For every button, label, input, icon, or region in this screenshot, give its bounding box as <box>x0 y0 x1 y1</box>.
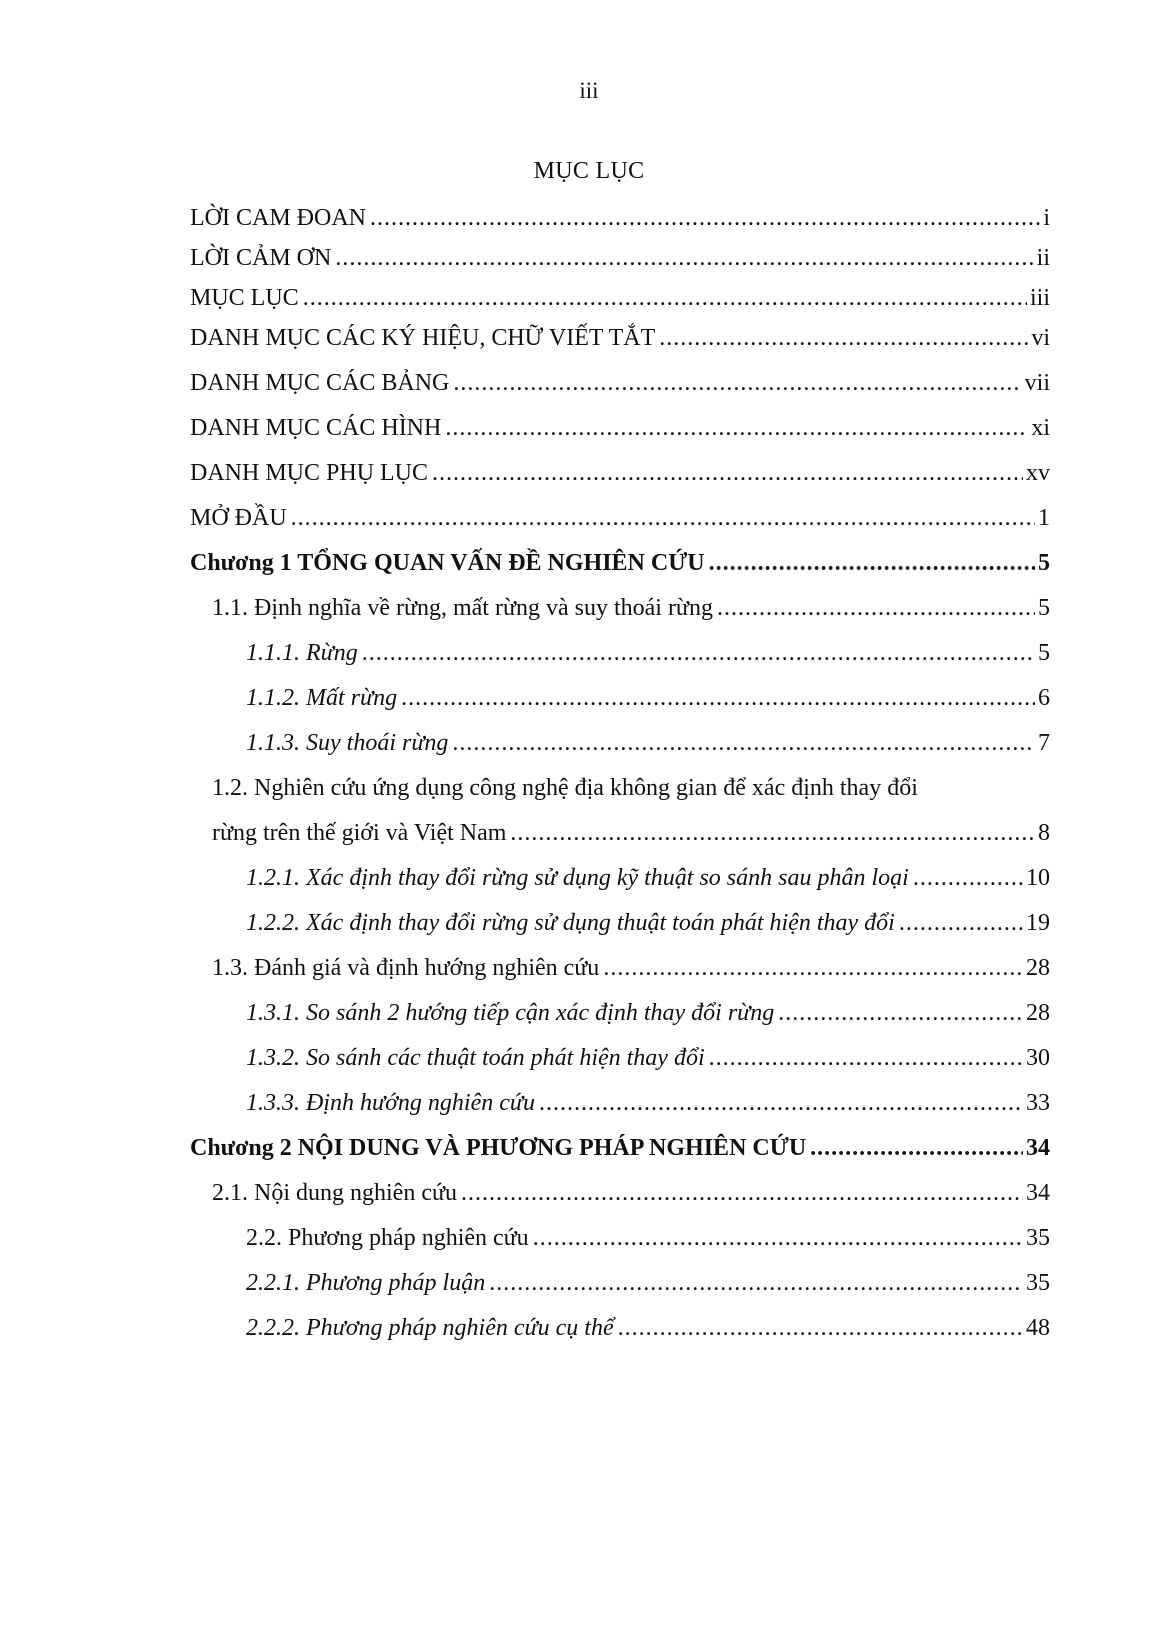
toc-entry-1-3-2[interactable] <box>246 1038 1050 1078</box>
toc-entry-page: vi <box>1031 325 1050 351</box>
dot-leader <box>453 363 1021 403</box>
toc-entry-label: MỞ ĐẦU <box>190 505 287 531</box>
toc-entry-1-2-continuation[interactable] <box>212 813 1050 853</box>
toc-entry-2-2[interactable] <box>246 1218 1050 1258</box>
dot-leader <box>913 858 1023 898</box>
toc-entry-1-3[interactable] <box>212 948 1050 988</box>
toc-entry-1-1-2[interactable] <box>246 678 1050 718</box>
toc-entry-label: DANH MỤC PHỤ LỤC <box>190 460 429 486</box>
toc-entry-page: i <box>1043 205 1050 231</box>
toc-entry-page: 7 <box>1038 730 1050 756</box>
toc-entry-1-2-1[interactable] <box>246 858 1050 898</box>
dot-leader <box>899 903 1023 943</box>
toc-entry-page: 28 <box>1026 1000 1050 1026</box>
toc-entry-label: 1.2.2. Xác định thay đổi rừng sử dụng thuật toán phát hiện thay đổi <box>246 910 895 936</box>
dot-leader <box>303 278 1027 318</box>
toc-entry-page: 8 <box>1038 820 1050 846</box>
toc-entry-1-1-3[interactable] <box>246 723 1050 763</box>
toc-entry-label: Chương 1 TỔNG QUAN VẤN ĐỀ NGHIÊN CỨU <box>190 550 705 576</box>
toc-entry-1-3-3[interactable] <box>246 1083 1050 1123</box>
toc-entry-label: 1.2.1. Xác định thay đổi rừng sử dụng kỹ thuật so sánh sau phân loại <box>246 865 909 891</box>
dot-leader <box>335 238 1033 278</box>
toc-entry-label: 1.1.1. Rừng <box>246 640 358 666</box>
toc-entry-1-2[interactable] <box>212 768 1050 808</box>
toc-entry-chuong-2[interactable] <box>190 1128 1050 1168</box>
toc-entry-page: 28 <box>1026 955 1050 981</box>
toc-entry-page: 35 <box>1026 1225 1050 1251</box>
toc-entry-page: 35 <box>1026 1270 1050 1296</box>
toc-entry-muc-luc[interactable] <box>190 278 1050 318</box>
toc-entry-bang[interactable] <box>190 363 1050 403</box>
dot-leader <box>445 408 1028 448</box>
toc-entry-label: MỤC LỤC <box>190 285 299 311</box>
toc-entry-label: 2.1. Nội dung nghiên cứu <box>212 1180 457 1206</box>
dot-leader <box>618 1308 1023 1348</box>
toc-entry-loi-cam-doan[interactable] <box>190 198 1050 238</box>
toc-entry-loi-cam-on[interactable] <box>190 238 1050 278</box>
toc-entry-label: 1.3.3. Định hướng nghiên cứu <box>246 1090 535 1116</box>
dot-leader <box>362 633 1035 673</box>
dot-leader <box>533 1218 1023 1258</box>
toc-entry-phu-luc[interactable] <box>190 453 1050 493</box>
toc-entry-ky-hieu[interactable] <box>190 318 1050 358</box>
dot-leader <box>810 1128 1023 1168</box>
toc-entry-label: LỜI CẢM ƠN <box>190 245 332 271</box>
toc-entry-1-1[interactable] <box>212 588 1050 628</box>
toc-entry-label: 1.2. Nghiên cứu ứng dụng công nghệ địa không gian để xác định thay đổi <box>212 775 918 801</box>
toc-entry-page: 10 <box>1026 865 1050 891</box>
toc-entry-label: rừng trên thế giới và Việt Nam <box>212 820 507 846</box>
toc-entry-label: 2.2. Phương pháp nghiên cứu <box>246 1225 529 1251</box>
toc-entry-chuong-1[interactable] <box>190 543 1050 583</box>
toc-entry-1-3-1[interactable] <box>246 993 1050 1033</box>
toc-entry-page: 34 <box>1026 1180 1050 1206</box>
toc-entry-page: 30 <box>1026 1045 1050 1071</box>
toc-entry-page: ii <box>1036 245 1050 271</box>
dot-leader <box>709 543 1035 583</box>
toc-entry-page: 5 <box>1038 550 1050 576</box>
toc-entry-page: 48 <box>1026 1315 1050 1341</box>
toc-entry-page: 19 <box>1026 910 1050 936</box>
toc-entry-page: 6 <box>1038 685 1050 711</box>
toc-entry-2-2-2[interactable] <box>246 1308 1050 1348</box>
dot-leader <box>432 453 1023 493</box>
toc-entry-label: DANH MỤC CÁC KÝ HIỆU, CHỮ VIẾT TẮT <box>190 325 656 351</box>
toc-entry-2-2-1[interactable] <box>246 1263 1050 1303</box>
toc-entry-page: xi <box>1031 415 1050 441</box>
dot-leader <box>539 1083 1023 1123</box>
toc-entry-2-1[interactable] <box>212 1173 1050 1213</box>
dot-leader <box>603 948 1023 988</box>
toc-entry-page: 5 <box>1038 595 1050 621</box>
toc-entry-label: Chương 2 NỘI DUNG VÀ PHƯƠNG PHÁP NGHIÊN CỨU <box>190 1135 807 1161</box>
toc-entry-1-2-2[interactable] <box>246 903 1050 943</box>
toc-entry-label: 1.1.3. Suy thoái rừng <box>246 730 449 756</box>
dot-leader <box>489 1263 1023 1303</box>
toc-entry-page: 5 <box>1038 640 1050 666</box>
toc-entry-label: 2.2.2. Phương pháp nghiên cứu cụ thể <box>246 1315 614 1341</box>
dot-leader <box>510 813 1035 853</box>
toc-entry-1-1-1[interactable] <box>246 633 1050 673</box>
toc-entry-mo-dau[interactable] <box>190 498 1050 538</box>
toc-entry-label: 1.3.2. So sánh các thuật toán phát hiện thay đổi <box>246 1045 705 1071</box>
toc-entry-label: LỜI CAM ĐOAN <box>190 205 366 231</box>
toc-entry-page: vii <box>1024 370 1050 396</box>
dot-leader <box>717 588 1035 628</box>
toc-entry-label: DANH MỤC CÁC BẢNG <box>190 370 450 396</box>
toc-entry-page: xv <box>1026 460 1050 486</box>
dot-leader <box>778 993 1023 1033</box>
toc-entry-page: 1 <box>1038 505 1050 531</box>
toc-entry-label: 1.1.2. Mất rừng <box>246 685 398 711</box>
toc-entry-page: 33 <box>1026 1090 1050 1116</box>
toc-title: MỤC LỤC <box>533 158 645 184</box>
toc-entry-label: DANH MỤC CÁC HÌNH <box>190 415 442 441</box>
page-number: iii <box>579 78 599 103</box>
toc-entry-label: 2.2.1. Phương pháp luận <box>246 1270 486 1296</box>
toc-entry-page: 34 <box>1026 1135 1050 1161</box>
toc-entry-label: 1.1. Định nghĩa về rừng, mất rừng và suy thoái rừng <box>212 595 713 621</box>
dot-leader <box>370 198 1040 238</box>
toc-entry-hinh[interactable] <box>190 408 1050 448</box>
dot-leader <box>709 1038 1023 1078</box>
toc-entry-page: iii <box>1029 285 1050 311</box>
dot-leader <box>452 723 1035 763</box>
dot-leader <box>659 318 1028 358</box>
toc-entry-label: 1.3. Đánh giá và định hướng nghiên cứu <box>212 955 600 981</box>
dot-leader <box>461 1173 1023 1213</box>
toc-entry-label: 1.3.1. So sánh 2 hướng tiếp cận xác định thay đổi rừng <box>246 1000 775 1026</box>
dot-leader <box>291 498 1035 538</box>
dot-leader <box>401 678 1035 718</box>
